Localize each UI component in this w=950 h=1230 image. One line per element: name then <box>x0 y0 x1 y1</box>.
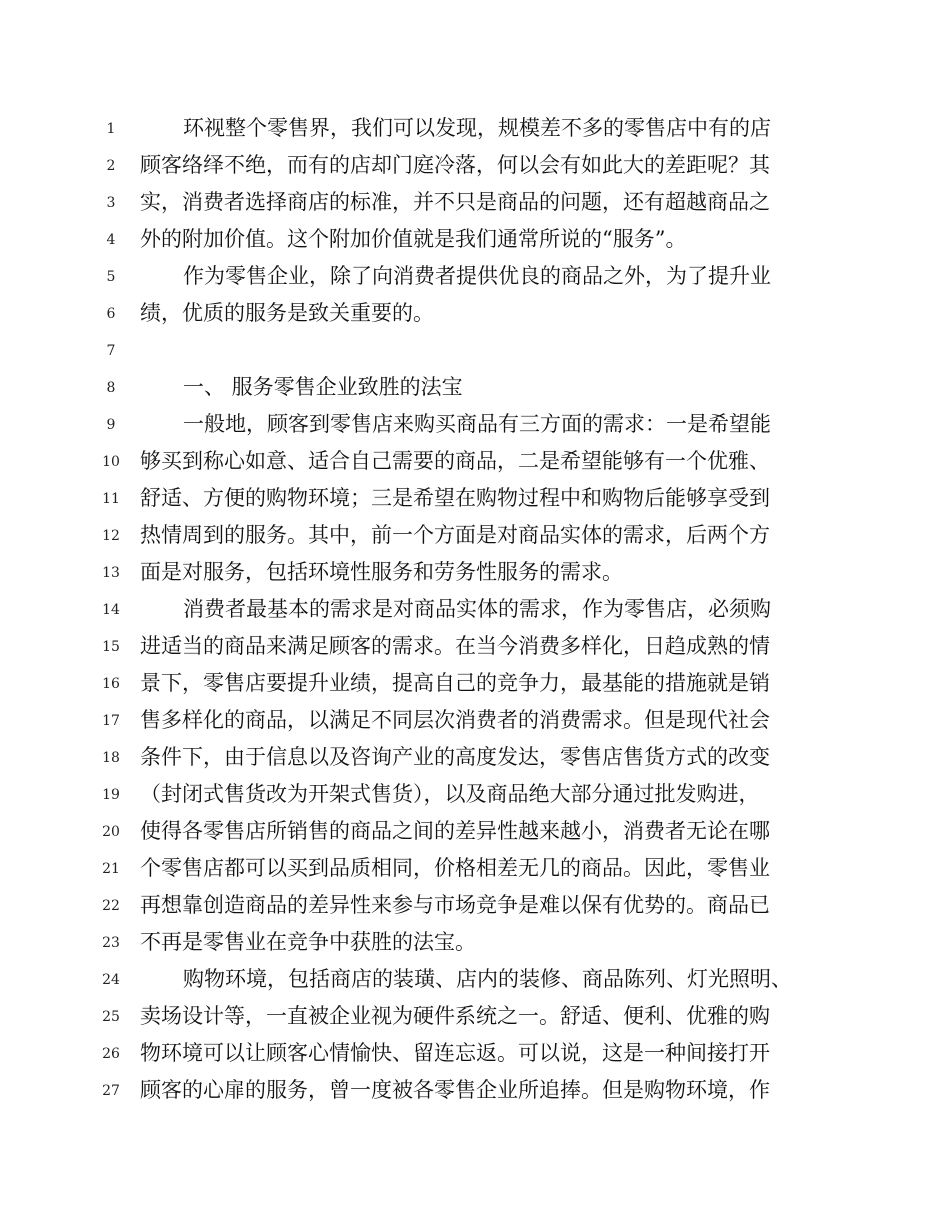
line-text: 一般地，顾客到零售店来购买商品有三方面的需求：一是希望能 <box>183 412 771 436</box>
document-line <box>0 631 950 668</box>
line-number: 12 <box>102 528 120 544</box>
document-line <box>0 705 950 742</box>
line-number: 2 <box>106 158 116 174</box>
line-text: 实，消费者选择商店的标准，并不只是商品的问题，还有超越商品之 <box>140 190 770 214</box>
document-line <box>0 853 950 890</box>
line-number: 8 <box>106 380 116 396</box>
line-text: 购物环境，包括商店的装璜、店内的装修、商品陈列、灯光照明、 <box>183 967 792 991</box>
line-number: 27 <box>102 1083 120 1099</box>
document-line <box>0 372 950 409</box>
document-line <box>0 520 950 557</box>
document-line <box>0 964 950 1001</box>
line-number: 18 <box>102 750 120 766</box>
line-number: 16 <box>102 676 120 692</box>
line-number: 7 <box>106 343 116 359</box>
line-text: 使得各零售店所销售的商品之间的差异性越来越小，消费者无论在哪 <box>140 819 770 843</box>
document-line <box>0 594 950 631</box>
document-line <box>0 298 950 335</box>
line-text: 卖场设计等，一直被企业视为硬件系统之一。舒适、便利、优雅的购 <box>140 1004 770 1028</box>
document-line <box>0 927 950 964</box>
line-text: 舒适、方便的购物环境；三是希望在购物过程中和购物后能够享受到 <box>140 486 770 510</box>
line-text: 再想靠创造商品的差异性来参与市场竞争是难以保有优势的。商品已 <box>140 893 770 917</box>
document-line <box>0 187 950 224</box>
line-number: 3 <box>106 195 116 211</box>
line-number: 17 <box>102 713 120 729</box>
line-number: 21 <box>102 861 120 877</box>
line-number: 13 <box>102 565 120 581</box>
line-number: 26 <box>102 1046 120 1062</box>
line-text: 条件下，由于信息以及咨询产业的高度发达，零售店售货方式的改变 <box>140 745 770 769</box>
line-text: 进适当的商品来满足顾客的需求。在当今消费多样化，日趋成熟的情 <box>140 634 770 658</box>
line-number: 20 <box>102 824 120 840</box>
line-number: 14 <box>102 602 120 618</box>
document-line <box>0 224 950 261</box>
line-number: 15 <box>102 639 120 655</box>
line-number: 24 <box>102 972 120 988</box>
line-text: 外的附加价值。这个附加价值就是我们通常所说的“服务”。 <box>140 227 687 251</box>
line-text: 一、 服务零售企业致胜的法宝 <box>183 375 463 399</box>
line-text: 物环境可以让顾客心情愉快、留连忘返。可以说，这是一种间接打开 <box>140 1041 770 1065</box>
line-number: 10 <box>102 454 120 470</box>
document-line <box>0 1038 950 1075</box>
line-text: 顾客络绎不绝，而有的店却门庭冷落，何以会有如此大的差距呢？其 <box>140 153 770 177</box>
line-text: 个零售店都可以买到品质相同，价格相差无几的商品。因此，零售业 <box>140 856 770 880</box>
document-line <box>0 557 950 594</box>
document-line <box>0 890 950 927</box>
line-number: 22 <box>102 898 120 914</box>
line-text: （封闭式售货改为开架式售货），以及商品绝大部分通过批发购进， <box>140 782 760 806</box>
line-text: 不再是零售业在竞争中获胜的法宝。 <box>140 930 476 954</box>
document-line <box>0 483 950 520</box>
document-line <box>0 1001 950 1038</box>
document-line <box>0 150 950 187</box>
line-text: 消费者最基本的需求是对商品实体的需求，作为零售店，必须购 <box>183 597 771 621</box>
line-text: 面是对服务，包括环境性服务和劳务性服务的需求。 <box>140 560 623 584</box>
document-line <box>0 779 950 816</box>
line-text: 够买到称心如意、适合自己需要的商品，二是希望能够有一个优雅、 <box>140 449 770 473</box>
document-line <box>0 409 950 446</box>
document-line <box>0 113 950 150</box>
line-number: 19 <box>102 787 120 803</box>
line-number: 9 <box>106 417 116 433</box>
line-text: 作为零售企业，除了向消费者提供优良的商品之外，为了提升业 <box>183 264 771 288</box>
document-line <box>0 1075 950 1112</box>
document-line <box>0 742 950 779</box>
line-number: 1 <box>106 121 116 137</box>
line-text: 绩，优质的服务是致关重要的。 <box>140 301 434 325</box>
document-line <box>0 335 950 372</box>
line-text: 景下，零售店要提升业绩，提高自己的竞争力，最基能的措施就是销 <box>140 671 770 695</box>
line-number: 6 <box>106 306 116 322</box>
line-number: 23 <box>102 935 120 951</box>
document-line <box>0 261 950 298</box>
line-number: 4 <box>106 232 116 248</box>
line-number: 25 <box>102 1009 120 1025</box>
document-line <box>0 446 950 483</box>
document-line <box>0 816 950 853</box>
line-text: 顾客的心扉的服务，曾一度被各零售企业所追捧。但是购物环境，作 <box>140 1078 770 1102</box>
document-line <box>0 668 950 705</box>
line-text: 环视整个零售界，我们可以发现，规模差不多的零售店中有的店 <box>183 116 771 140</box>
line-text: 热情周到的服务。其中，前一个方面是对商品实体的需求，后两个方 <box>140 523 770 547</box>
line-number: 11 <box>102 491 120 507</box>
line-number: 5 <box>106 269 116 285</box>
line-text: 售多样化的商品，以满足不同层次消费者的消费需求。但是现代社会 <box>140 708 770 732</box>
